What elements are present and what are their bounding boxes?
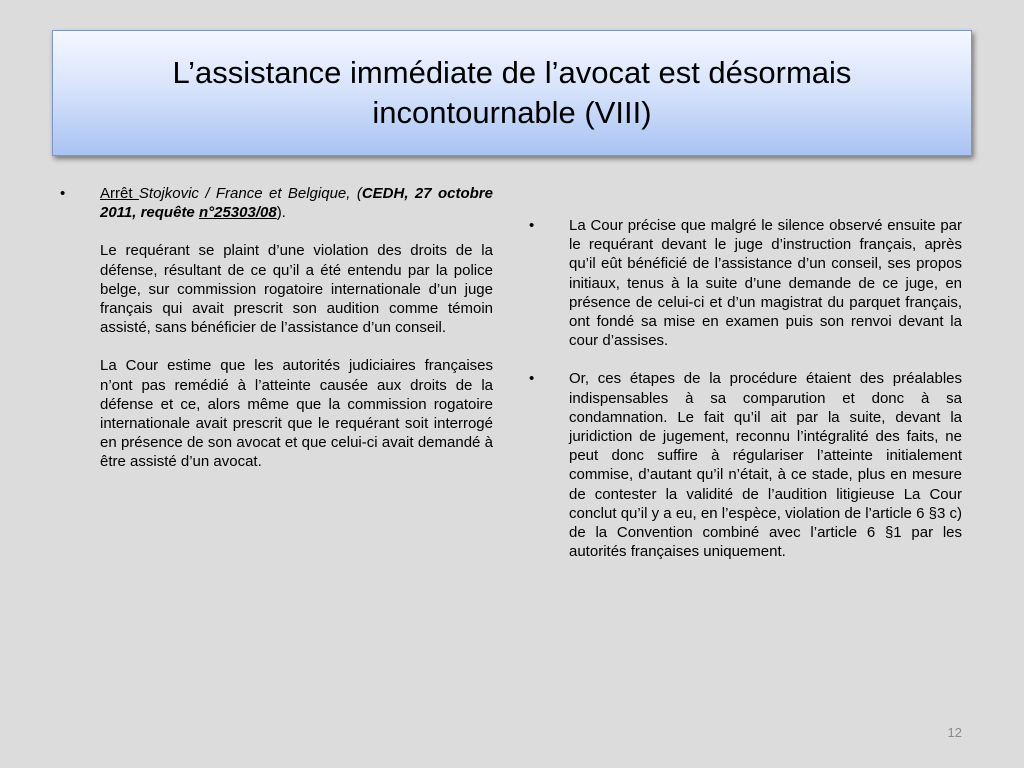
bullet-icon: • (529, 370, 535, 388)
bullet-icon: • (529, 217, 535, 234)
case-name: Stojkovic / France et Belgique, ( (138, 185, 362, 202)
right-bullet-1 (529, 216, 962, 350)
court-date: CEDH, 27 octobre 2011, requête (100, 185, 493, 222)
case-bullet (60, 184, 493, 222)
application-number: n°25303/08 (198, 204, 277, 222)
court-assessment-paragraph: La Cour estime que les autorités judiciaires françaises n’ont pas remédié à l’atteinte causée aux droits de la défense et ce, alors même que la commission rogatoire internationale avait prescrit que le requérant soit interrogé en présence de son avocat et que celui-ci avait demandé à être assisté d’un avocat. (100, 357, 493, 471)
complaint-paragraph: Le requérant se plaint d’une violation des droits de la défense, résultant de ce qu’il a été entendu par la police belge, sur commission rogatoire internationale d’un juge français qui avait prescrit son audition comme témoin assisté, sans bénéficier de l’assistance d’un conseil. (100, 242, 493, 337)
case-prefix: Arrêt (100, 185, 139, 202)
right-bullet-text: La Cour précise que malgré le silence observé ensuite par le requérant devant le juge d’instruction français, après qu’il eût bénéficié de l’assistance d’un conseil, ses propos initiaux, tenus à la suite d’une demande de ce juge, en présence de celui-ci et d’un magistrat du parquet français, ont fondé sa mise en examen puis son renvoi devant la cour d’assises. (569, 217, 962, 350)
slide-title: L’assistance immédiate de l’avocat est désormais incontournable (VIII) (172, 54, 852, 130)
bullet-icon: • (60, 185, 66, 202)
right-bullet-text: Or, ces étapes de la procédure étaient des préalables indispensables à sa comparution et donc à sa condamnation. Le fait qu’il ait par la suite, devant la juridiction de jugement, reconnu l’intégralité des faits, ne peut donc suffire à régulariser l’atteinte initialement commise, d’autant qu’il n’était, à ce stade, plus en mesure de contester la validité de l’audition litigieuse La Cour conclut qu’il y a eu, en l’espèce, violation de l’article 6 §3 c) de la Convention combiné avec l’article 6 §1 par les autorités françaises uniquement. (569, 370, 962, 561)
right-column (529, 216, 962, 561)
page-number: 12 (947, 725, 962, 740)
left-column (60, 184, 493, 472)
case-suffix: ). (276, 204, 286, 222)
right-bullet-2 (529, 369, 962, 561)
case-reference (100, 184, 493, 222)
title-box (52, 30, 972, 156)
